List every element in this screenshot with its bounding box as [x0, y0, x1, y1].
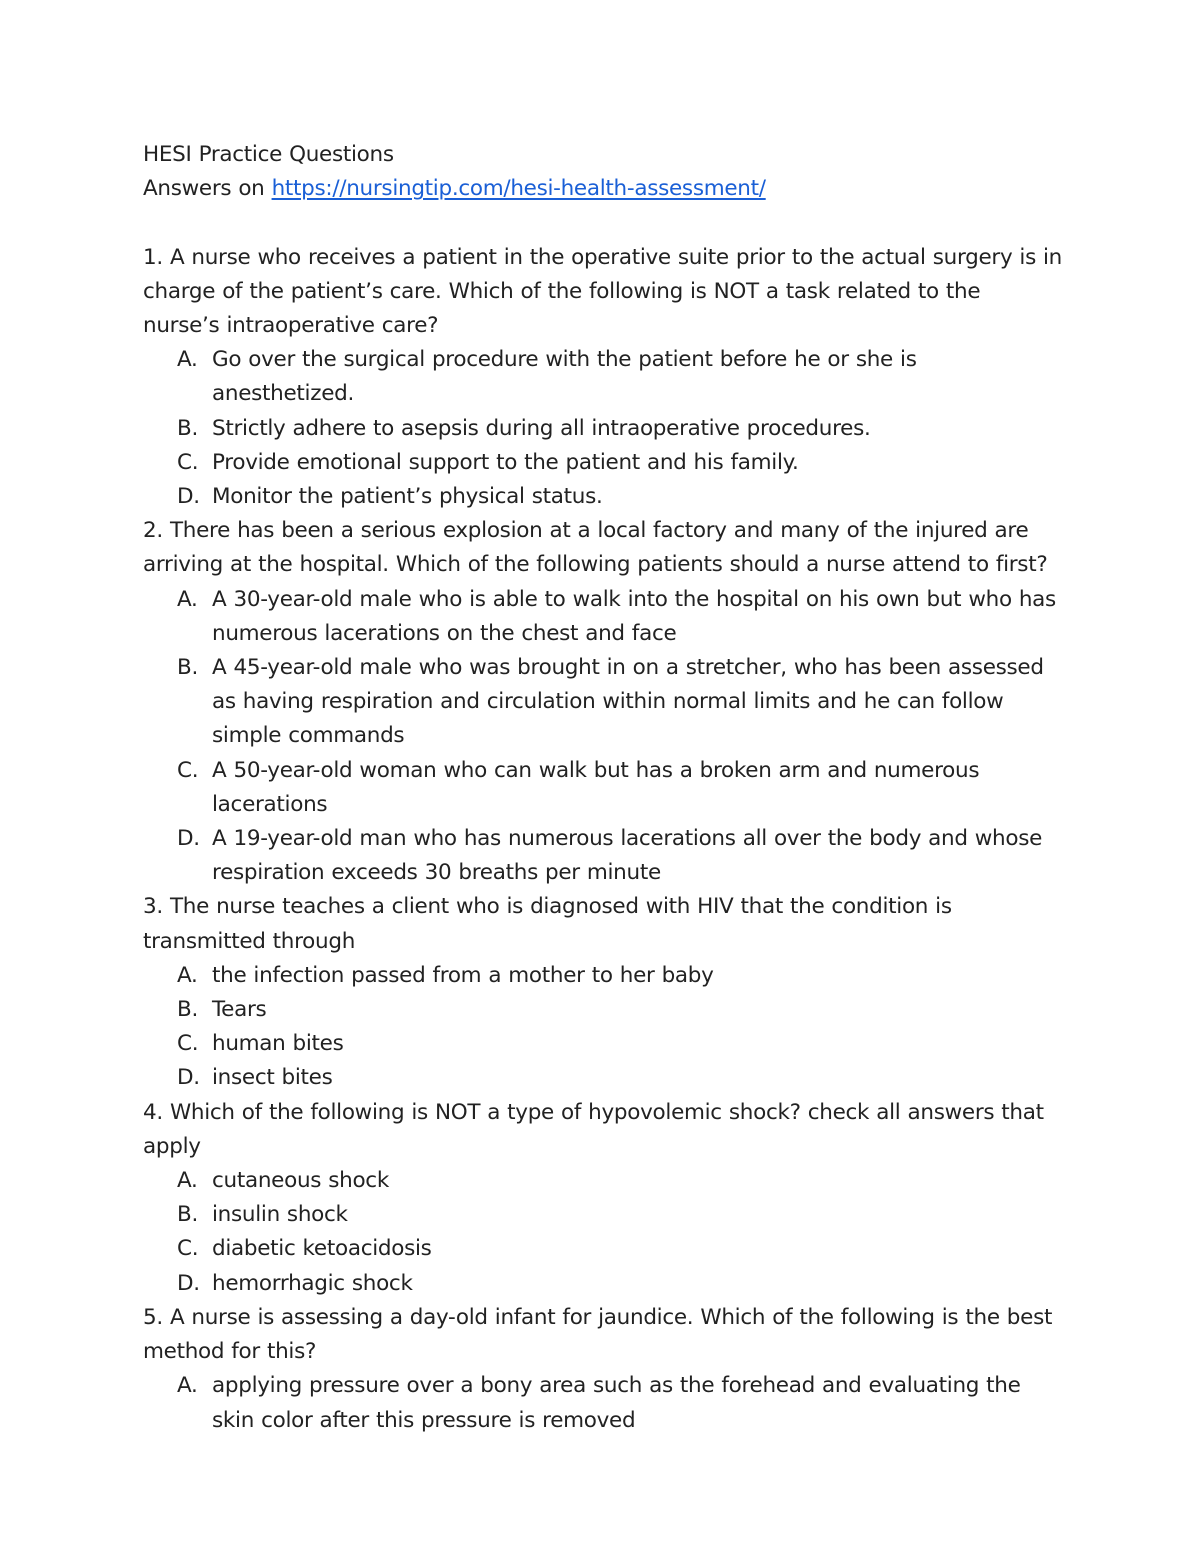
option-text: insect bites: [212, 1065, 333, 1091]
answer-option: [143, 1027, 1063, 1061]
blank-line: [143, 206, 1063, 240]
answer-option: [143, 446, 1063, 480]
option-letter: C.: [177, 1031, 199, 1057]
answer-option: [143, 754, 1063, 822]
answer-option: [143, 822, 1063, 890]
option-text: Tears: [212, 997, 267, 1023]
answers-prefix: Answers on: [143, 176, 265, 202]
option-letter: C.: [177, 1236, 199, 1262]
document-title: HESI Practice Questions: [143, 142, 394, 167]
answer-option: [143, 412, 1063, 446]
option-text: diabetic ketoacidosis: [212, 1236, 432, 1262]
option-letter: A.: [177, 586, 198, 612]
option-letter: D.: [177, 1065, 200, 1091]
answer-option: [143, 1232, 1063, 1266]
option-letter: A.: [177, 1168, 198, 1194]
option-text: A 50-year-old woman who can walk but has a broken arm and numerous lacerations: [212, 757, 980, 817]
question-4: [143, 1096, 1063, 1301]
option-text: hemorrhagic shock: [212, 1270, 413, 1296]
answer-option: [143, 583, 1063, 651]
answer-option: [143, 1267, 1063, 1301]
option-text: A 30-year-old male who is able to walk into the hospital on his own but who has numerous lacerations on the chest and face: [212, 586, 1056, 646]
option-text: A 45-year-old male who was brought in on a stretcher, who has been assessed as having respiration and circulation within normal limits and he can follow simple commands: [212, 655, 1044, 749]
question-stem: 3. The nurse teaches a client who is diagnosed with HIV that the condition is transmitted through: [143, 894, 952, 954]
option-letter: D.: [177, 1270, 200, 1296]
option-text: Go over the surgical procedure with the patient before he or she is anesthetized.: [212, 347, 917, 407]
option-text: A 19-year-old man who has numerous lacerations all over the body and whose respiration exceeds 30 breaths per minute: [212, 826, 1043, 886]
option-letter: A.: [177, 962, 198, 988]
question-stem: 2. There has been a serious explosion at a local factory and many of the injured are arriving at the hospital. Which of the following patients should a nurse attend to first?: [143, 518, 1048, 578]
question-1: [143, 241, 1063, 515]
option-text: human bites: [212, 1031, 344, 1057]
option-letter: A.: [177, 1373, 198, 1399]
question-2: [143, 514, 1063, 890]
answers-link[interactable]: https://nursingtip.com/hesi-health-assessment/: [271, 176, 766, 202]
answers-line: [143, 172, 1063, 206]
option-letter: B.: [177, 1202, 198, 1228]
answer-option: [143, 1198, 1063, 1232]
answer-option: [143, 480, 1063, 514]
option-letter: C.: [177, 757, 199, 783]
option-text: applying pressure over a bony area such as the forehead and evaluating the skin color after this pressure is removed: [212, 1373, 1021, 1433]
option-text: the infection passed from a mother to her baby: [212, 962, 714, 988]
option-letter: A.: [177, 347, 198, 373]
answer-option: [143, 343, 1063, 411]
question-5: [143, 1301, 1063, 1438]
option-letter: B.: [177, 655, 198, 681]
question-3: [143, 890, 1063, 1095]
answer-option: [143, 993, 1063, 1027]
option-text: Provide emotional support to the patient and his family.: [212, 449, 799, 475]
question-stem: 1. A nurse who receives a patient in the operative suite prior to the actual surgery is in charge of the patient’s care. Which of the following is NOT a task related to the nurse’s intraoperative care?: [143, 244, 1063, 338]
option-letter: D.: [177, 826, 200, 852]
option-text: insulin shock: [212, 1202, 348, 1228]
answer-option: [143, 651, 1063, 754]
question-stem: 5. A nurse is assessing a day-old infant for jaundice. Which of the following is the best method for this?: [143, 1304, 1053, 1365]
question-stem: 4. Which of the following is NOT a type of hypovolemic shock? check all answers that apply: [143, 1099, 1044, 1159]
option-text: cutaneous shock: [212, 1168, 389, 1194]
option-letter: D.: [177, 484, 200, 510]
option-letter: B.: [177, 997, 198, 1023]
document-page: [143, 138, 1063, 1438]
answer-option: [143, 1061, 1063, 1095]
option-letter: C.: [177, 449, 199, 475]
answer-option: [143, 959, 1063, 993]
option-letter: B.: [177, 415, 198, 441]
option-text: Monitor the patient’s physical status.: [212, 484, 603, 510]
answer-option: [143, 1369, 1063, 1437]
answer-option: [143, 1164, 1063, 1198]
option-text: Strictly adhere to asepsis during all intraoperative procedures.: [212, 415, 871, 441]
